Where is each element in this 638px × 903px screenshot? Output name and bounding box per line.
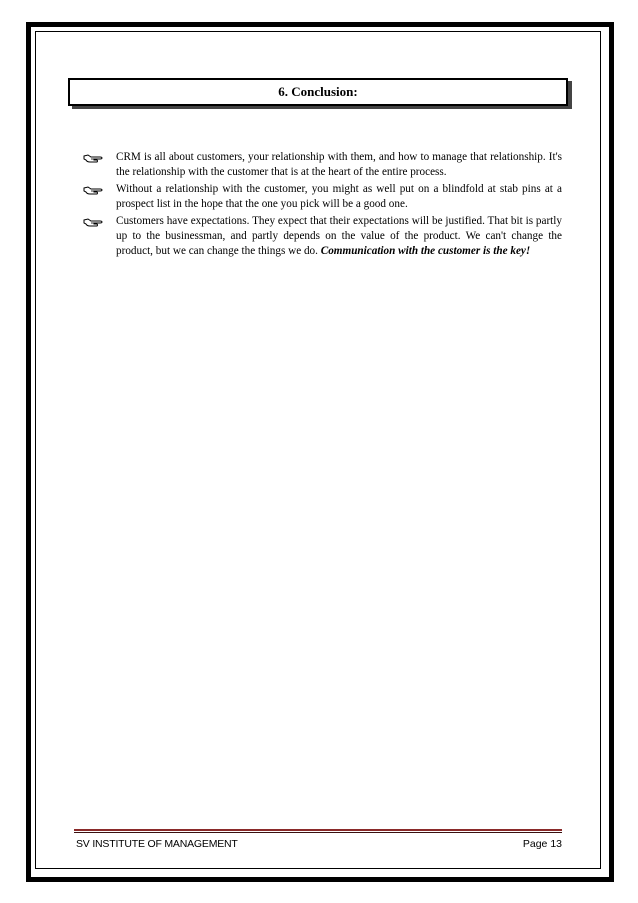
section-heading: 6. Conclusion:: [278, 84, 358, 99]
footer-rule-secondary: [74, 832, 562, 833]
conclusion-list: [82, 150, 562, 261]
list-item-text: CRM is all about customers, your relationship with them, and how to manage that relationship. It's the relationship with the customer that is at the heart of the entire process.: [116, 151, 562, 179]
pointing-hand-icon: [82, 216, 110, 228]
list-item: [82, 182, 562, 213]
list-item-text: Customers have expectations. They expect that their expectations will be justified. That bit is partly up to the businessman, and partly depends on the value of the product. We can't change the product, but we can change the things we do.: [116, 214, 562, 258]
footer-page-number: Page 13: [522, 838, 562, 850]
list-item-text: Without a relationship with the customer, you might as well put on a blindfold at stab pins at a prospect list in the hope that the one you pick will be a good one.: [116, 182, 562, 211]
list-item: [82, 150, 562, 181]
footer-rule: [74, 829, 562, 831]
section-heading-box: [68, 78, 568, 106]
list-item: [82, 214, 562, 260]
pointing-hand-icon: [82, 152, 110, 164]
pointing-hand-icon: [82, 184, 110, 196]
footer-institute: SV INSTITUTE OF MANAGEMENT: [76, 838, 238, 850]
list-item-emphasis: Communication with the customer is the key!: [320, 245, 531, 258]
